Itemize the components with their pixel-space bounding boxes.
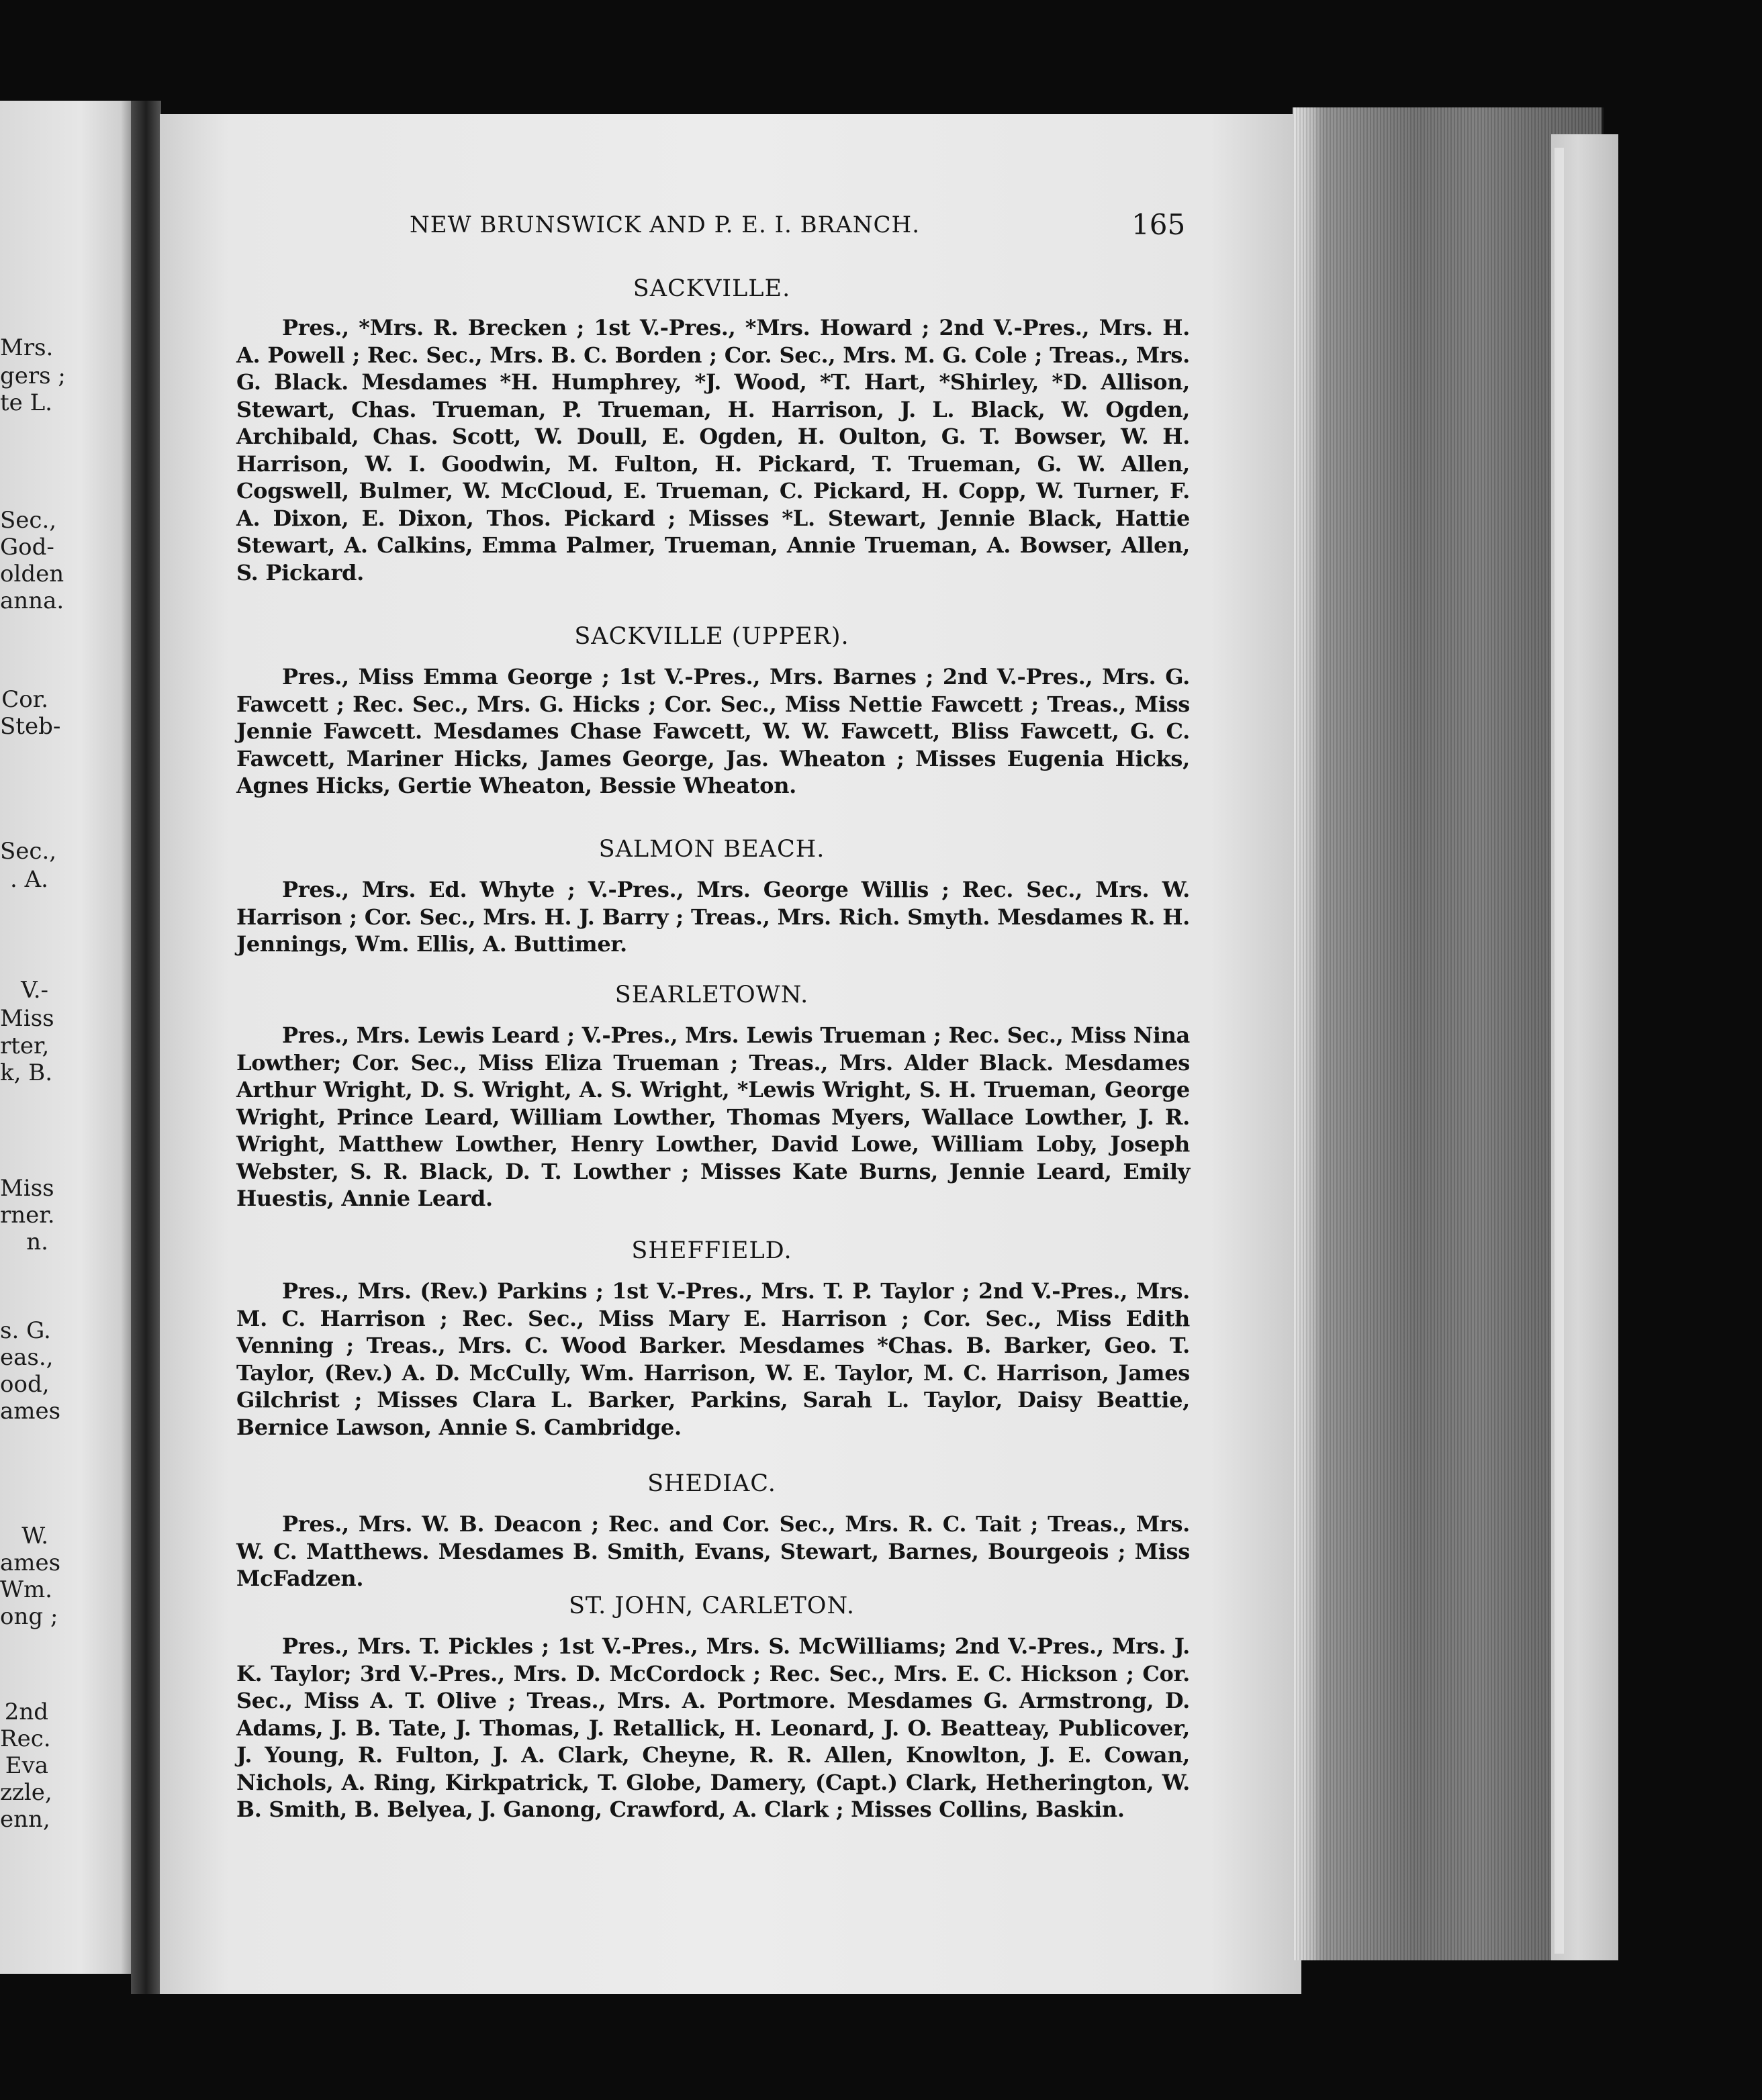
running-head: NEW BRUNSWICK AND P. E. I. BRANCH.	[410, 211, 921, 238]
left-fragment: k, B.	[0, 1059, 53, 1086]
left-fragment: s. G.	[0, 1317, 51, 1344]
left-fragment: Miss	[0, 1005, 54, 1032]
left-fragment: 2nd	[4, 1699, 48, 1725]
left-fragment: ood,	[0, 1371, 50, 1398]
left-fragment: anna.	[0, 587, 64, 614]
left-fragment: . A.	[10, 866, 48, 893]
left-fragment: olden	[0, 561, 64, 587]
left-fragment: Rec.	[0, 1725, 51, 1752]
left-fragment: ames	[0, 1549, 61, 1576]
section-title-st-john-carleton: ST. JOHN, CARLETON.	[568, 1592, 855, 1619]
left-fragment: eas.,	[0, 1344, 54, 1371]
left-fragment: gers ;	[0, 363, 66, 389]
left-fragment: Mrs.	[0, 334, 54, 361]
page-number: 165	[1131, 208, 1186, 241]
left-fragment: Wm.	[0, 1576, 52, 1603]
left-fragment: God-	[0, 534, 54, 561]
section-title-sheffield: SHEFFIELD.	[631, 1237, 792, 1264]
section-title-searletown: SEARLETOWN.	[614, 982, 809, 1008]
left-fragment: ong ;	[0, 1603, 58, 1630]
left-fragment: Eva	[5, 1752, 48, 1779]
left-fragment: Cor.	[1, 686, 48, 713]
left-fragment: n.	[26, 1229, 48, 1255]
section-text-sheffield: Pres., Mrs. (Rev.) Parkins ; 1st V.-Pres., Mrs. T. P. Taylor ; 2nd V.-Pres., Mrs. M. C. Harrison ; Rec. Sec., Miss Mary E. Harrison ; Cor. Sec., Miss Edith Venning ; Treas., Mrs. C. Wood Barker. Mesdames *Chas. B. Barker, Geo. T. Taylor, (Rev.) A. D. McCully, Wm. Harrison, W. E. Taylor, M. C. Harrison, James Gilchrist ; Misses Clara L. Barker, Parkins, Sarah L. Taylor, Daisy Beattie, Bernice Lawson, Annie S. Cambridge.	[236, 1278, 1190, 1440]
left-facing-page	[0, 101, 134, 1974]
section-text-salmon-beach: Pres., Mrs. Ed. Whyte ; V.-Pres., Mrs. George Willis ; Rec. Sec., Mrs. W. Harrison ; Cor. Sec., Mrs. H. J. Barry ; Treas., Mrs. Rich. Smyth. Mesdames R. H. Jennings, Wm. Ellis, A. Buttimer.	[236, 877, 1190, 957]
section-title-salmon-beach: SALMON BEACH.	[598, 836, 825, 863]
cover-highlight	[1555, 148, 1564, 1954]
section-text-st-john-carleton: Pres., Mrs. T. Pickles ; 1st V.-Pres., Mrs. S. McWilliams; 2nd V.-Pres., Mrs. J. K. Taylor; 3rd V.-Pres., Mrs. D. McCordock ; Rec. Sec., Mrs. E. C. Hickson ; Cor. Sec., Miss A. T. Olive ; Treas., Mrs. A. Portmore. Mesdames G. Armstrong, D. Adams, J. B. Tate, J. Thomas, J. Retallick, H. Leonard, J. O. Beatteay, Publicover, J. Young, R. Fulton, J. A. Clark, Cheyne, R. R. Allen, Knowlton, J. E. Cowan, Nichols, A. Ring, Kirkpatrick, T. Globe, Damery, (Capt.) Clark, Hetherington, W. B. Smith, B. Belyea, J. Ganong, Crawford, A. Clark ; Misses Collins, Baskin.	[236, 1633, 1190, 1822]
left-fragment: Miss	[0, 1175, 54, 1202]
left-fragment: Sec.,	[0, 838, 57, 865]
left-fragment: W.	[21, 1523, 48, 1549]
section-title-sackville: SACKVILLE.	[633, 275, 791, 302]
left-fragment: enn,	[0, 1806, 50, 1833]
left-fragment: ames	[0, 1398, 61, 1425]
left-fragment: zzle,	[0, 1779, 52, 1806]
left-fragment: Sec.,	[0, 507, 57, 534]
left-fragment: rner.	[0, 1202, 55, 1229]
left-fragment: rter,	[0, 1033, 50, 1059]
left-fragment: te L.	[0, 389, 52, 416]
book-gutter	[131, 101, 161, 1994]
left-fragment: V.-	[21, 977, 48, 1004]
section-title-shediac: SHEDIAC.	[647, 1470, 776, 1497]
section-text-shediac: Pres., Mrs. W. B. Deacon ; Rec. and Cor. Sec., Mrs. R. C. Tait ; Treas., Mrs. W. C. Matthews. Mesdames B. Smith, Evans, Stewart, Barnes, Bourgeois ; Miss McFadzen.	[236, 1511, 1190, 1591]
section-title-sackville-upper: SACKVILLE (UPPER).	[574, 623, 849, 650]
section-text-sackville: Pres., *Mrs. R. Brecken ; 1st V.-Pres., *Mrs. Howard ; 2nd V.-Pres., Mrs. H. A. Powell ; Rec. Sec., Mrs. B. C. Borden ; Cor. Sec., Mrs. M. G. Cole ; Treas., Mrs. G. Black. Mesdames *H. Humphrey, *J. Wood, *T. Hart, *Shirley, *D. Allison, Stewart, Chas. Trueman, P. Trueman, H. Harrison, J. L. Black, W. Ogden, Archibald, Chas. Scott, W. Doull, E. Ogden, H. Oulton, G. T. Bowser, W. H. Harrison, W. I. Goodwin, M. Fulton, H. Pickard, T. Trueman, G. W. Allen, Cogswell, Bulmer, W. McCloud, E. Trueman, C. Pickard, H. Copp, W. Turner, F. A. Dixon, E. Dixon, Thos. Pickard ; Misses *L. Stewart, Jennie Black, Hattie Stewart, A. Calkins, Emma Palmer, Trueman, Annie Trueman, A. Bowser, Allen, S. Pickard.	[236, 315, 1190, 585]
left-fragment: Steb-	[0, 713, 61, 740]
section-text-searletown: Pres., Mrs. Lewis Leard ; V.-Pres., Mrs. Lewis Trueman ; Rec. Sec., Miss Nina Lowther; Cor. Sec., Miss Eliza Trueman ; Treas., Mrs. Alder Black. Mesdames Arthur Wright, D. S. Wright, A. S. Wright, *Lewis Wright, S. H. Trueman, George Wright, Prince Leard, William Lowther, Thomas Myers, Wallace Lowther, J. R. Wright, Matthew Lowther, Henry Lowther, David Lowe, William Loby, Joseph Webster, S. R. Black, D. T. Lowther ; Misses Kate Burns, Jennie Leard, Emily Huestis, Annie Leard.	[236, 1022, 1190, 1211]
section-text-sackville-upper: Pres., Miss Emma George ; 1st V.-Pres., Mrs. Barnes ; 2nd V.-Pres., Mrs. G. Fawcett ; Rec. Sec., Mrs. G. Hicks ; Cor. Sec., Miss Nettie Fawcett ; Treas., Miss Jennie Fawcett. Mesdames Chase Fawcett, W. W. Fawcett, Bliss Fawcett, G. C. Fawcett, Mariner Hicks, James George, Jas. Wheaton ; Misses Eugenia Hicks, Agnes Hicks, Gertie Wheaton, Bessie Wheaton.	[236, 664, 1190, 798]
